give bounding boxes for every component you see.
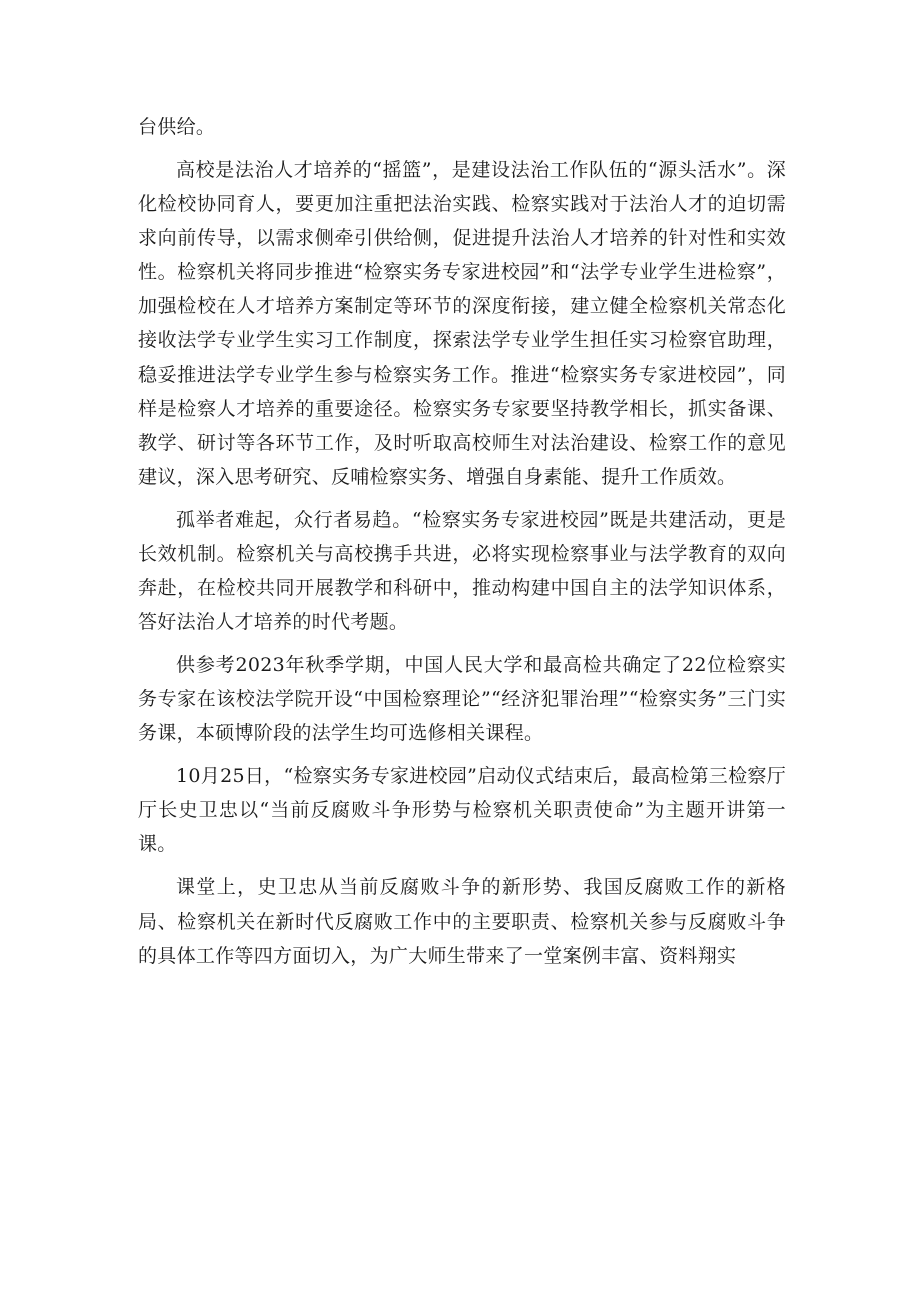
paragraph-first-lecture: 10月25日，“检察实务专家进校园”启动仪式结束后，最高检第三检察厅厅长史卫忠以“当前反腐败斗争形势与检察机关职责使命”为主题开讲第一课。	[138, 765, 786, 856]
paragraph-classroom: 课堂上，史卫忠从当前反腐败斗争的新形势、我国反腐败工作的新格局、检察机关在新时代反腐败工作中的主要职责、检察机关参与反腐败斗争的具体工作等四方面切入，为广大师生带来了一堂案例丰富、资料翔实	[138, 876, 786, 967]
article-body	[138, 110, 786, 982]
paragraph-long-term-mechanism: 孤举者难起，众行者易趋。“检察实务专家进校园”既是共建活动，更是长效机制。检察机关与高校携手共进，必将实现检察事业与法学教育的双向奔赴，在检校共同开展教学和科研中，推动构建中国自主的法学知识体系，答好法治人才培养的时代考题。	[138, 508, 786, 634]
paragraph-continuation: 台供给。	[138, 116, 216, 138]
paragraph-course-info: 供参考2023年秋季学期，中国人民大学和最高检共确定了22位检察实务专家在该校法学院开设“中国检察理论”“经济犯罪治理”“检察实务”三门实务课，本硕博阶段的法学生均可选修相关课程。	[138, 654, 786, 745]
paragraph-talent-cradle: 高校是法治人才培养的“摇篮”，是建设法治工作队伍的“源头活水”。深化检校协同育人，要更加注重把法治实践、检察实践对于法治人才的迫切需求向前传导，以需求侧牵引供给侧，促进提升法治人才培养的针对性和实效性。检察机关将同步推进“检察实务专家进校园”和“法学专业学生进检察”，加强检校在人才培养方案制定等环节的深度衔接，建立健全检察机关常态化接收法学专业学生实习工作制度，探索法学专业学生担任实习检察官助理，稳妥推进法学专业学生参与检察实务工作。推进“检察实务专家进校园”，同样是检察人才培养的重要途径。检察实务专家要坚持教学相长，抓实备课、教学、研讨等各环节工作，及时听取高校师生对法治建设、检察工作的意见建议，深入思考研究、反哺检察实务、增强自身素能、提升工作质效。	[138, 158, 786, 488]
